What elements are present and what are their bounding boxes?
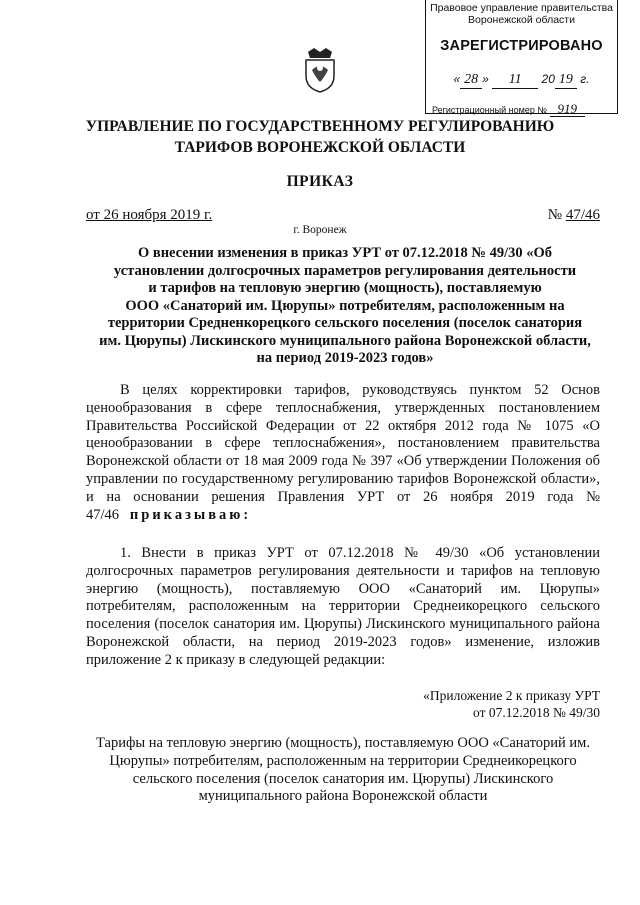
decree-word: приказываю: — [129, 506, 252, 523]
subject-line: установлении долгосрочных параметров регулирования деятельности — [113, 262, 577, 279]
organization-title — [0, 116, 640, 158]
table-title-line: муниципального района Воронежской области — [198, 788, 488, 805]
stamp-status: ЗАРЕГИСТРИРОВАНО — [440, 38, 603, 54]
stamp-date-suffix: г. — [580, 72, 590, 86]
document-date: от 26 ноября 2019 г. — [86, 207, 213, 223]
appendix-reference — [423, 688, 600, 721]
registration-stamp — [425, 0, 618, 114]
stamp-date-year-prefix: 20 — [541, 72, 555, 86]
table-title-line: Тарифы на тепловую энергию (мощность), поставляемую ООО «Санаторий им. — [96, 735, 590, 751]
stamp-reg-number: 919 — [550, 101, 586, 117]
organization-title-line: УПРАВЛЕНИЕ ПО ГОСУДАРСТВЕННОМУ РЕГУЛИРОВАНИЮ — [85, 118, 555, 135]
document-number-prefix: № — [547, 207, 563, 223]
organization-title-line: ТАРИФОВ ВОРОНЕЖСКОЙ ОБЛАСТИ — [174, 139, 466, 156]
subject-line: им. Цюрупы) Лискинского муниципального района Воронежской области, — [99, 332, 591, 349]
subject-line: ООО «Санаторий им. Цюрупы» потребителям, расположенным на — [125, 297, 565, 314]
stamp-reg-label: Регистрационный номер № — [432, 105, 548, 115]
document-number — [548, 207, 600, 224]
stamp-organization — [426, 2, 617, 26]
subject-line: на период 2019-2023 годов» — [256, 350, 434, 366]
table-title-line: Цюрупы» потребителям, расположенным на территории Среднеикорецкого — [109, 752, 577, 769]
appendix-line: «Приложение 2 к приказу УРТ — [423, 688, 600, 703]
document-number-value: 47/46 — [565, 207, 600, 223]
stamp-date-day: 28 — [460, 72, 482, 89]
appendix-line: от 07.12.2018 № 49/30 — [473, 704, 600, 720]
clause-1-paragraph: 1. Внести в приказ УРТ от 07.12.2018 № 49/30 «Об установлении долгосрочных параметров регулирования деятельности и тарифов на тепловую энергию (мощность), поставляемую ООО «Санаторий им. Цюрупы» потребителям, расположенным на территории Среднеикорецкого сельского поселения (поселок санатория им. Цюрупы) Лискинского муниципального района Воронежской области, на период 2019-2023 годов» изменение, изложив приложение 2 к приказу в следующей редакции: — [86, 545, 600, 668]
coat-of-arms-icon — [300, 46, 340, 94]
tariff-table-title — [86, 735, 600, 806]
table-title-line: сельского поселения (поселок санатория им. Цюрупы) Лискинского — [132, 770, 554, 787]
stamp-date-month: 11 — [492, 72, 538, 89]
subject-line: территории Средненкорецкого сельского поселения (поселок санатория — [107, 315, 583, 331]
stamp-date: « 28 » 11 20 19 г. — [453, 72, 590, 87]
document-city: г. Воронеж — [293, 224, 347, 236]
subject-line: и тарифов на тепловую энергию (мощность), поставляемую — [148, 280, 542, 296]
stamp-registration-number — [426, 101, 617, 117]
document-type: ПРИКАЗ — [286, 173, 354, 190]
stamp-date-year: 19 — [555, 72, 577, 89]
preamble-text: В целях корректировки тарифов, руководствуясь пунктом 52 Основ ценообразования в сфере теплоснабжения, утвержденных постановлением Правительства Российской Федерации от 22 октября 2012 года № 1075 «О ценообразовании в сфере теплоснабжения», постановлением правительства Воронежской области от 18 мая 2009 года № 397 «Об утверждении Положения об управлении по государственному регулированию тарифов Воронежской области», и на основании решения Правления УРТ от 26 ноября 2019 года № 47/46 — [86, 382, 600, 523]
subject-line: О внесении изменения в приказ УРТ от 07.12.2018 № 49/30 «Об — [137, 245, 553, 261]
document-subject — [90, 245, 600, 368]
preamble-paragraph — [86, 382, 600, 524]
stamp-org-line: Воронежской области — [468, 14, 575, 26]
stamp-org-line: Правовое управление правительства — [430, 2, 613, 14]
